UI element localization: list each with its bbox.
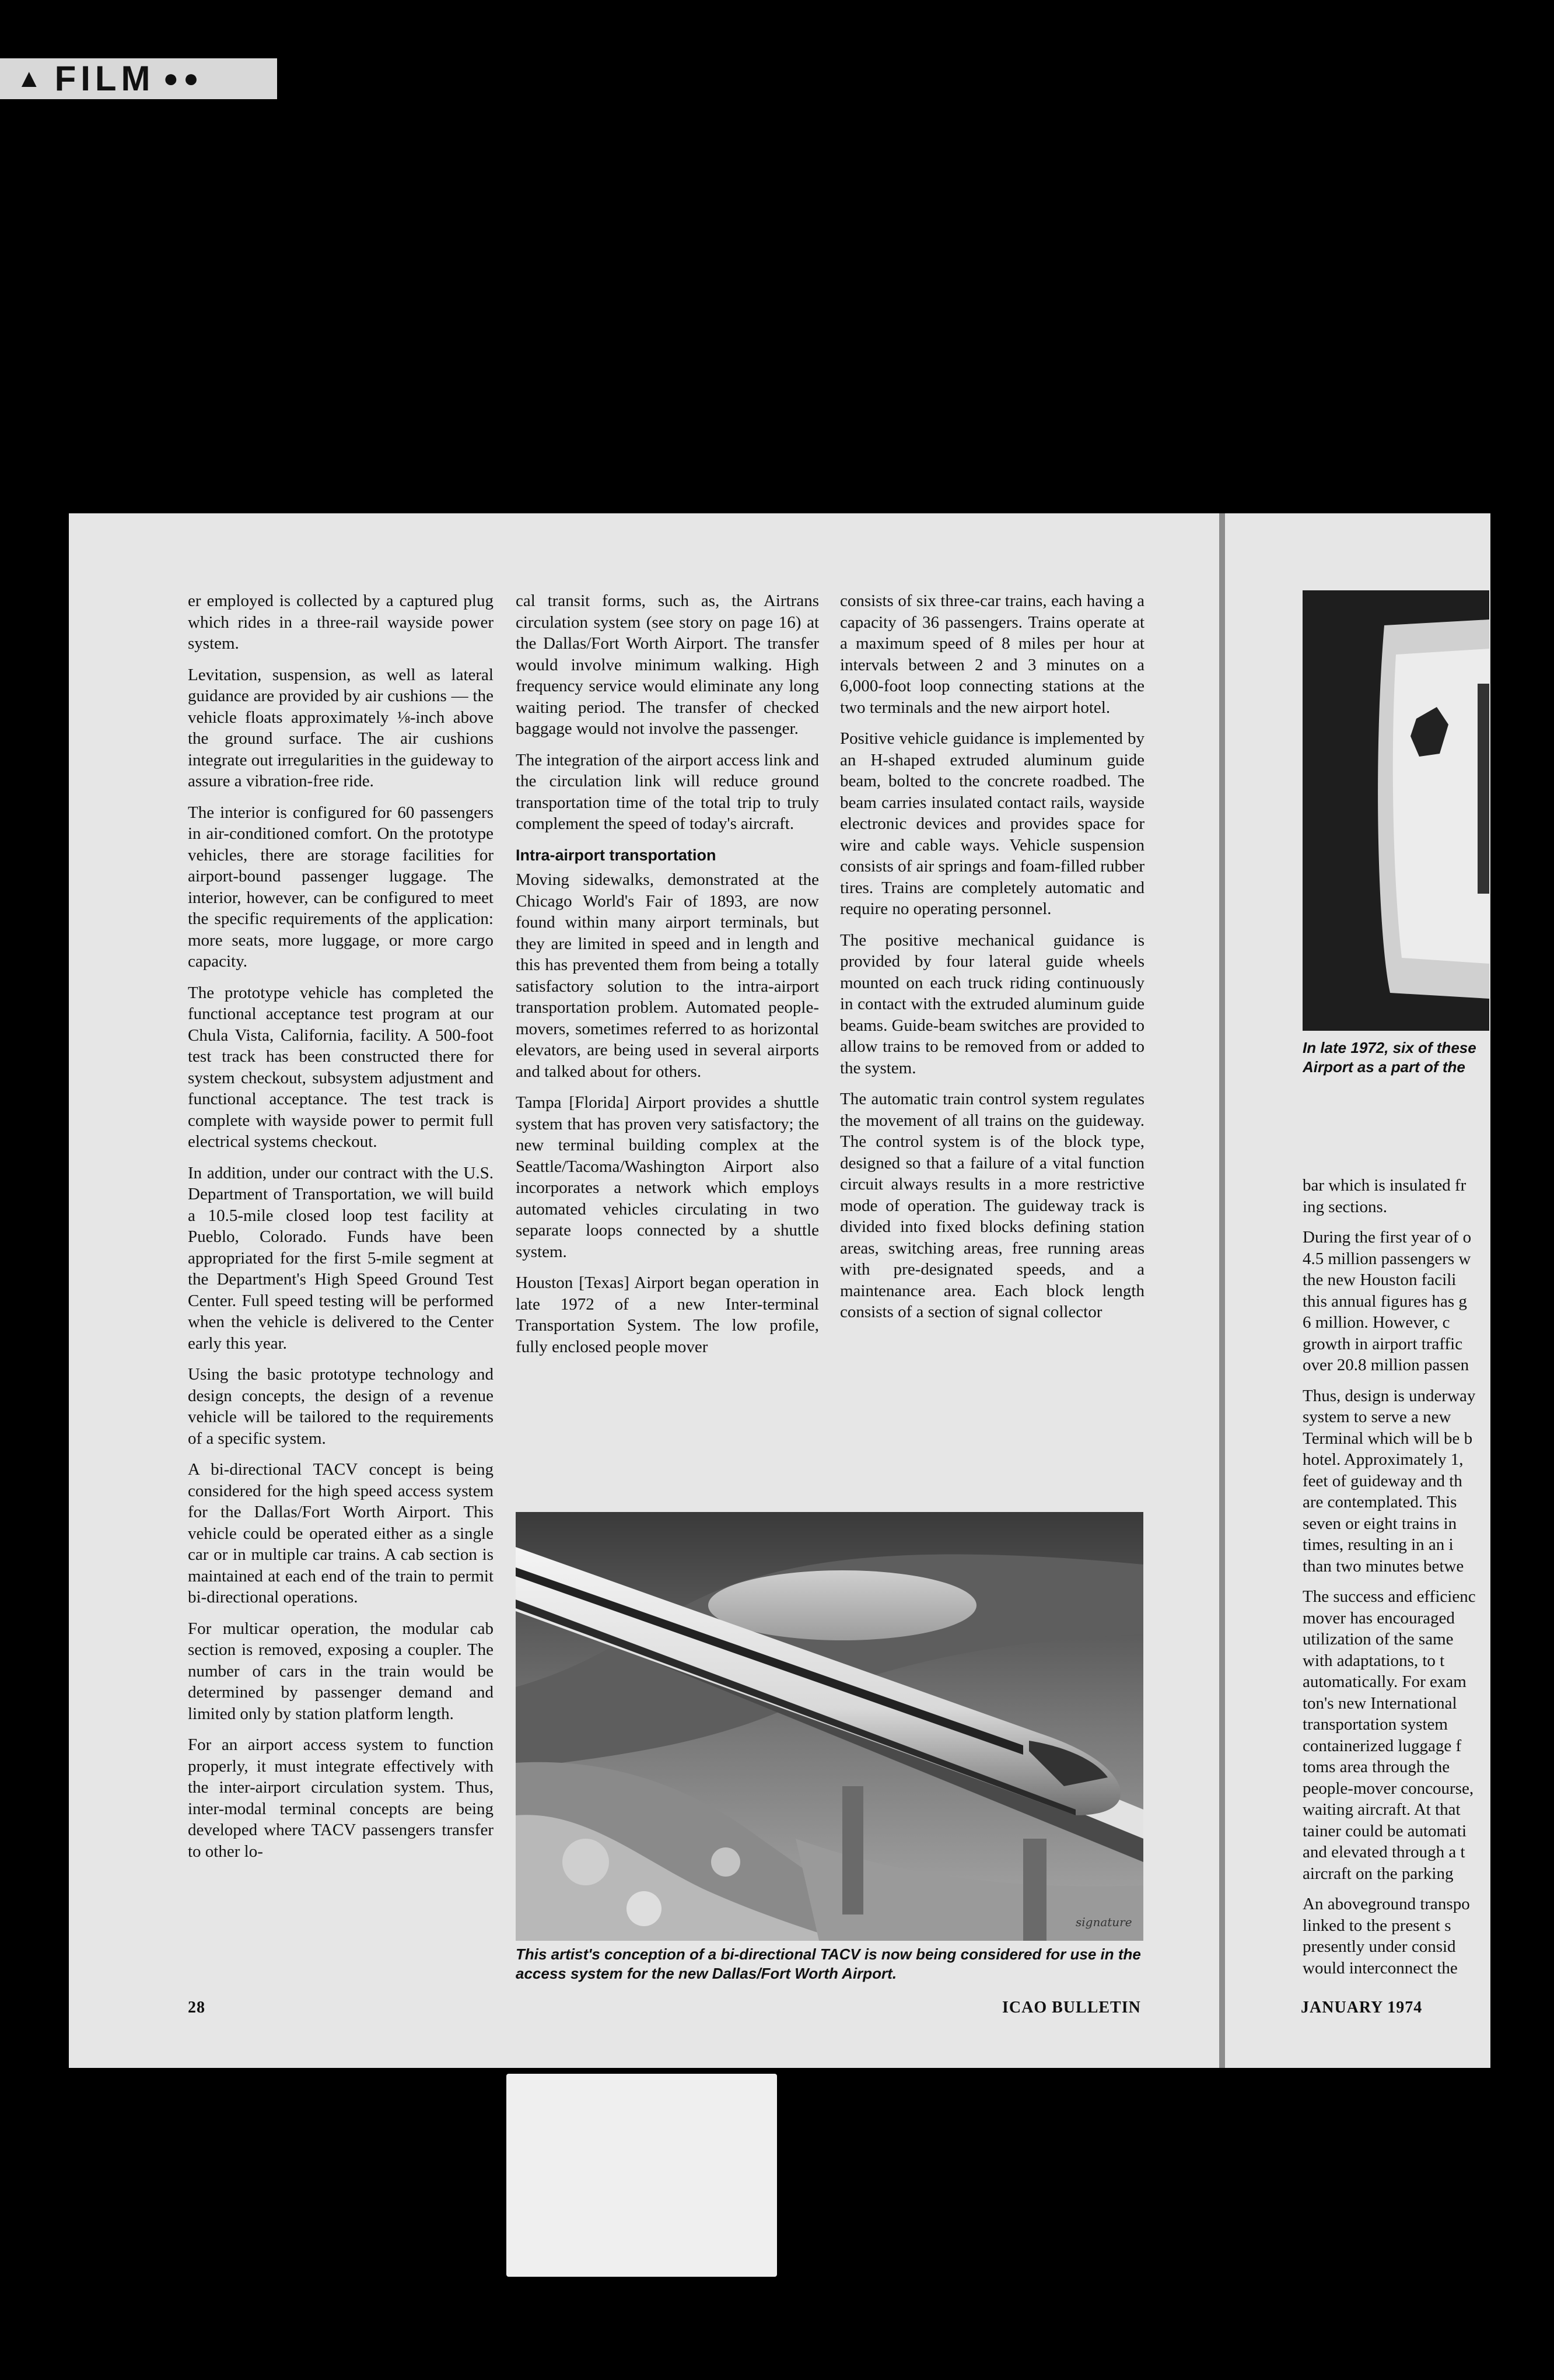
- text-line: [1303, 1376, 1495, 1385]
- paragraph: Levitation, suspension, as well as lateral guidance are provided by air cushions — the vehicle floats approximately ⅛-inch above the ground surface. The air cushions integrate out irregularities in the guideway to assure a vibration-free ride.: [188, 665, 494, 790]
- text-line: [1303, 1884, 1495, 1894]
- publication-name: ICAO BULLETIN: [1002, 1999, 1141, 2017]
- text-line: toms area through the: [1303, 1758, 1450, 1776]
- microfilm-header-strip: [0, 58, 277, 99]
- paragraph: cal transit forms, such as, the Airtrans circulation system (see story on page 16) at the Dallas/Fort Worth Airport. The transfer would involve minimum walking. High frequency service would eliminate any long waiting period. The transfer of checked baggage would not involve the passenger.: [516, 592, 819, 738]
- text-line: than two minutes betwe: [1303, 1556, 1464, 1576]
- text-line: growth in airport traffic: [1303, 1334, 1463, 1353]
- text-line: times, resulting in an i: [1303, 1535, 1454, 1554]
- paragraph: Houston [Texas] Airport began operation in late 1972 of a new Inter-terminal Transportation System. The low profile, fully enclosed people mover: [516, 1273, 819, 1356]
- paragraph: A bi-directional TACV concept is being considered for the high speed access system for the Dallas/Fort Worth Airport. This vehicle could be operated either as a single car or in multiple car trains. A cab section is maintained at each end of the train to permit bi-directional operations.: [188, 1460, 494, 1606]
- paragraph: Tampa [Florida] Airport provides a shuttle system that has proven very satisfactory; the new terminal building complex at the Seattle/Tacoma/Washington Airport also incorporates a network which employs automated vehicles circulating in two separate loops connected by a shuttle system.: [516, 1093, 819, 1261]
- svg-text:signature: signature: [1076, 1915, 1132, 1929]
- text-line: [1303, 1217, 1495, 1227]
- text-line: ing sections.: [1303, 1197, 1387, 1216]
- text-line: bar which is insulated fr: [1303, 1176, 1466, 1195]
- text-line: An aboveground transpo: [1303, 1895, 1470, 1913]
- paragraph: consists of six three-car trains, each having a capacity of 36 passengers. Trains operate at a maximum speed of 8 miles per hour at intervals between 2 and 3 minutes on a 6,000-foot loop connecting stations at the two terminals and the new airport hotel.: [840, 592, 1144, 717]
- text-line: transportation system: [1303, 1715, 1448, 1734]
- text-line: tainer could be automati: [1303, 1821, 1467, 1840]
- paragraph: The integration of the airport access link and the circulation link will reduce ground transportation time of the total trip to truly complement the speed of today's aircraft.: [516, 750, 819, 833]
- paragraph: Moving sidewalks, demonstrated at the Chicago World's Fair of 1893, are now found within many airport terminals, but they are limited in speed and in length and this has prevented them from being a totally satisfactory solution to the intra-airport transportation problem. Automated people-movers, sometimes referred to as horizontal elevators, are being used in several airports and talked about for others.: [516, 870, 819, 1081]
- text-line: feet of guideway and th: [1303, 1471, 1462, 1490]
- people-mover-vehicle-drawing: [1303, 590, 1489, 1031]
- text-line: containerized luggage f: [1303, 1736, 1462, 1755]
- page-gutter: [1219, 513, 1225, 2068]
- tacv-artist-illustration: [516, 1512, 1143, 1941]
- caption-line: In late 1972, six of these: [1303, 1039, 1476, 1056]
- text-line: 4.5 million passengers w: [1303, 1249, 1471, 1268]
- page-number: 28: [188, 1999, 205, 2017]
- article-column-3: [840, 590, 1144, 1333]
- people-mover-photo: [1303, 590, 1489, 1031]
- triangle-icon: ▲: [16, 64, 47, 93]
- right-page-column: [1303, 1175, 1495, 1979]
- text-line: system to serve a new: [1303, 1408, 1451, 1426]
- text-line: with adaptations, to t: [1303, 1651, 1445, 1670]
- text-line: seven or eight trains in: [1303, 1514, 1457, 1533]
- tacv-train-drawing: [516, 1512, 1143, 1941]
- text-line: utilization of the same: [1303, 1630, 1454, 1648]
- section-heading: Intra-airport transportation: [516, 846, 716, 864]
- text-line: people-mover concourse,: [1303, 1779, 1474, 1798]
- caption-line: Airport as a part of the: [1303, 1058, 1465, 1076]
- text-line: hotel. Approximately 1,: [1303, 1450, 1464, 1469]
- article-column-2: [516, 590, 819, 1367]
- paragraph: For multicar operation, the modular cab section is removed, exposing a coupler. The number of cars in the train would be determined by passenger demand and limited only by station platform length.: [188, 1619, 494, 1723]
- paragraph: The automatic train control system regulates the movement of all trains on the guideway. The control system is of the block type, designed so that a failure of a vital function circuit always results in a more restrictive mode of operation. The guideway track is divided into fixed blocks defining station areas, switching areas, free running areas with pre-designated speeds, and a maintenance area. Each block length consists of a section of signal collector: [840, 1090, 1144, 1321]
- figure-caption: This artist's conception of a bi-directional TACV is now being considered for use in the access system for the new Dallas/Fort Worth Airport.: [516, 1945, 1141, 1982]
- text-line: this annual figures has g: [1303, 1292, 1467, 1311]
- text-line: automatically. For exam: [1303, 1672, 1466, 1691]
- right-page-caption: [1303, 1038, 1495, 1077]
- paragraph: Positive vehicle guidance is implemented by an H-shaped extruded aluminum guide beam, bolted to the concrete roadbed. The beam carries insulated contact rails, wayside electronic devices and provides space for wire and cable ways. Vehicle suspension consists of air springs and foam-filled rubber tires. Trains are completely automatic and require no operating personnel.: [840, 729, 1144, 918]
- paragraph: The interior is configured for 60 passengers in air-conditioned comfort. On the prototype vehicles, there are storage facilities for airport-bound passenger luggage. The interior, however, can be configured to meet the specific requirements of the application: more seats, more luggage, or more cargo capacity.: [188, 803, 494, 971]
- text-line: are contemplated. This: [1303, 1493, 1457, 1511]
- text-line: over 20.8 million passen: [1303, 1356, 1469, 1374]
- text-line: The success and efficienc: [1303, 1587, 1476, 1606]
- dots-icon: ●●: [163, 64, 204, 93]
- text-line: [1303, 1577, 1495, 1586]
- text-line: mover has encouraged: [1303, 1608, 1455, 1628]
- text-line: ton's new International: [1303, 1693, 1457, 1713]
- paragraph: The positive mechanical guidance is provided by four lateral guide wheels mounted on each truck riding continuously in contact with the extruded aluminum guide beams. Guide-beam switches are provided to allow trains to be removed from or added to the system.: [840, 930, 1144, 1077]
- text-line: would interconnect the: [1303, 1958, 1458, 1978]
- paragraph: er employed is collected by a captured plug which rides in a three-rail wayside power system.: [188, 592, 494, 653]
- paragraph: In addition, under our contract with the U.S. Department of Transportation, we will build a 10.5-mile closed loop test facility at Pueblo, Colorado. Funds have been appropriated for the first 5-mile segment at the Department's High Speed Ground Test Center. Full speed testing will be performed when the vehicle is delivered to the Center early this year.: [188, 1163, 494, 1353]
- text-line: the new Houston facili: [1303, 1270, 1457, 1289]
- text-line: and elevated through a t: [1303, 1843, 1465, 1861]
- film-label: FILM: [54, 59, 155, 98]
- paragraph: The prototype vehicle has completed the functional acceptance test program at our Chula Vista, California, facility. A 500-foot test track has been constructed there for system checkout, subsystem adjustment and functional acceptance. The test track is complete with wayside power to permit full electrical systems checkout.: [188, 983, 494, 1151]
- microfilm-target-card: [506, 2074, 777, 2277]
- paragraph: Using the basic prototype technology and design concepts, the design of a revenue vehicle will be tailored to the requirements of a specific system.: [188, 1365, 494, 1448]
- text-line: 6 million. However, c: [1303, 1313, 1450, 1332]
- text-line: presently under consid: [1303, 1937, 1456, 1956]
- text-line: aircraft on the parking: [1303, 1864, 1454, 1883]
- text-line: During the first year of o: [1303, 1228, 1472, 1247]
- paragraph: For an airport access system to function properly, it must integrate effectively with the inter-airport circulation system. Thus, inter-modal terminal concepts are being developed where TACV passengers transfer to other lo-: [188, 1735, 494, 1861]
- text-line: Thus, design is underway: [1303, 1386, 1476, 1405]
- article-column-1: [188, 590, 494, 1872]
- text-line: Terminal which will be b: [1303, 1429, 1473, 1448]
- text-line: waiting aircraft. At that: [1303, 1800, 1461, 1819]
- issue-date: JANUARY 1974: [1301, 1999, 1423, 2017]
- text-line: linked to the present s: [1303, 1916, 1451, 1935]
